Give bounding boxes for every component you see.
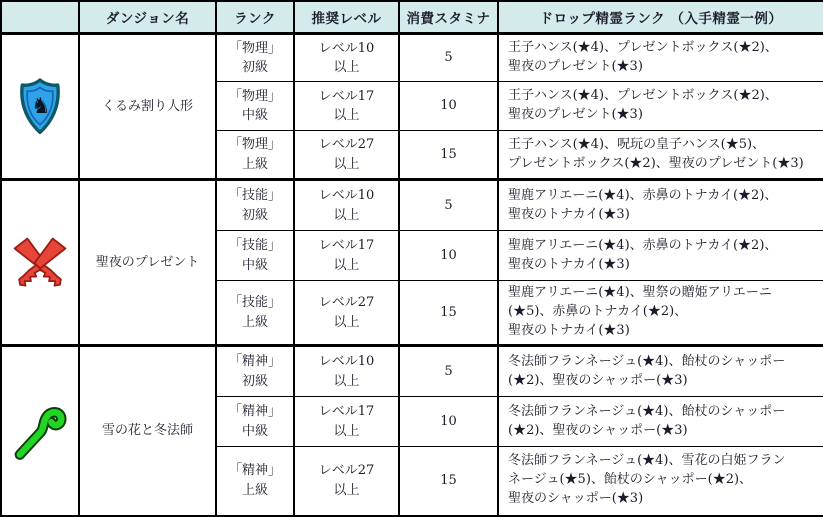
stamina-cell: 5: [399, 346, 498, 397]
header-stamina: 消費スタミナ: [399, 1, 498, 34]
rank-tier: 初級: [241, 373, 268, 389]
cane-icon: [2, 397, 78, 465]
drop-line: (★5)、赤鼻のトナカイ(★2)、: [508, 304, 688, 320]
rank-tier: 中級: [241, 423, 268, 439]
level-value: レベル17: [318, 238, 375, 253]
level-cell: [294, 34, 399, 82]
drop-line: 聖夜のトナカイ(★3): [508, 206, 630, 222]
dungeon-icon-cell: [1, 346, 79, 516]
header-dungeon: ダンジョン名: [79, 1, 216, 34]
level-suffix: 以上: [333, 373, 360, 389]
level-value: レベル10: [318, 354, 375, 369]
drop-line: 聖鹿アリエーニ(★4)、聖祭の贈姫アリエーニ: [508, 285, 772, 301]
drop-line: 冬法師フランネージュ(★4)、飴杖のシャッポー: [508, 403, 786, 419]
level-cell: [294, 231, 399, 281]
rank-cell: [216, 131, 294, 180]
dungeon-icon-cell: [1, 34, 79, 180]
level-suffix: 以上: [333, 257, 360, 273]
rank-tier: 初級: [241, 207, 268, 223]
drop-line: 聖夜のトナカイ(★3): [508, 322, 630, 338]
rank-cell: [216, 447, 294, 516]
stamina-cell: 10: [399, 231, 498, 281]
drop-line: 聖夜のシャッポー(★3): [508, 491, 644, 507]
level-suffix: 以上: [333, 423, 360, 439]
stamina-cell: 15: [399, 447, 498, 516]
rank-tier: 上級: [241, 482, 268, 498]
drop-line: 冬法師フランネージュ(★4)、飴杖のシャッポー: [508, 353, 786, 369]
rank-cell: [216, 180, 294, 231]
rank-cell: [216, 346, 294, 397]
drop-line: 聖鹿アリエーニ(★4)、赤鼻のトナカイ(★2)、: [508, 187, 778, 203]
drop-cell: [498, 82, 823, 131]
rank-tier: 上級: [241, 314, 268, 330]
rank-cell: [216, 397, 294, 447]
drop-line: 聖鹿アリエーニ(★4)、赤鼻のトナカイ(★2)、: [508, 237, 778, 253]
drop-line: ネージュ(★5)、飴杖のシャッポー(★2)、: [508, 472, 753, 488]
rank-type: 「物理」: [228, 88, 281, 104]
level-cell: [294, 180, 399, 231]
stamina-cell: 5: [399, 34, 498, 82]
rank-tier: 中級: [241, 108, 268, 123]
drop-cell: [498, 180, 823, 231]
level-suffix: 以上: [333, 108, 360, 123]
rank-cell: [216, 281, 294, 346]
drop-line: (★2)、聖夜のシャッポー(★3): [508, 422, 688, 438]
drop-line: 聖夜のプレゼント(★3): [508, 59, 643, 74]
dungeon-name-cell: くるみ割り人形: [79, 34, 216, 180]
drop-cell: [498, 231, 823, 281]
level-value: レベル27: [318, 295, 375, 310]
level-value: レベル17: [318, 88, 375, 104]
drop-line: 冬法師フランネージュ(★4)、雪花の白姫フラン: [508, 453, 786, 469]
rank-type: 「技能」: [228, 188, 281, 203]
rank-cell: [216, 82, 294, 131]
drop-cell: [498, 346, 823, 397]
drop-line: 聖夜のプレゼント(★3): [508, 107, 643, 122]
dungeon-name-cell: 雪の花と冬法師: [79, 346, 216, 516]
rank-cell: [216, 34, 294, 82]
drop-cell: [498, 397, 823, 447]
drop-cell: [498, 131, 823, 180]
drop-line: 王子ハンス(★4)、呪玩の皇子ハンス(★5)、: [508, 136, 766, 152]
drop-line: (★2)、聖夜のシャッポー(★3): [508, 372, 688, 388]
rank-tier: 初級: [241, 60, 268, 75]
level-cell: [294, 131, 399, 180]
level-value: レベル10: [318, 40, 375, 56]
level-cell: [294, 447, 399, 516]
level-suffix: 以上: [333, 156, 360, 172]
rank-type: 「精神」: [228, 404, 281, 419]
level-cell: [294, 82, 399, 131]
level-value: レベル17: [318, 404, 375, 419]
header-icon-spacer: [1, 1, 79, 34]
level-suffix: 以上: [333, 482, 360, 498]
drop-cell: [498, 281, 823, 346]
rank-tier: 中級: [241, 257, 268, 273]
level-cell: [294, 397, 399, 447]
level-value: レベル27: [318, 137, 375, 152]
header-row: [1, 1, 823, 34]
level-cell: [294, 346, 399, 397]
rank-type: 「精神」: [228, 463, 281, 479]
shield-icon: [2, 76, 78, 138]
stamina-cell: 5: [399, 180, 498, 231]
table-row: [1, 346, 823, 397]
drop-cell: [498, 34, 823, 82]
stamina-cell: 10: [399, 397, 498, 447]
stamina-cell: 10: [399, 82, 498, 131]
rank-cell: [216, 231, 294, 281]
svg-text:♞: ♞: [31, 93, 51, 119]
crossed-swords-icon: [2, 235, 78, 291]
table-row: [1, 34, 823, 82]
rank-type: 「精神」: [228, 354, 281, 369]
level-cell: [294, 281, 399, 346]
header-drop: ドロップ精霊ランク （入手精霊一例）: [498, 1, 823, 34]
rank-type: 「技能」: [228, 238, 281, 253]
level-suffix: 以上: [333, 60, 360, 75]
header-rank: ランク: [216, 1, 294, 34]
rank-type: 「物理」: [228, 137, 281, 152]
dungeon-icon-cell: [1, 180, 79, 346]
table-row: [1, 180, 823, 231]
rank-tier: 上級: [241, 156, 268, 172]
rank-type: 「物理」: [228, 40, 281, 56]
level-suffix: 以上: [333, 314, 360, 330]
drop-line: 聖夜のトナカイ(★3): [508, 256, 630, 272]
level-value: レベル10: [318, 188, 375, 203]
stamina-cell: 15: [399, 281, 498, 346]
stamina-cell: 15: [399, 131, 498, 180]
header-level: 推奨レベル: [294, 1, 399, 34]
drop-cell: [498, 447, 823, 516]
drop-line: プレゼントボックス(★2)、聖夜のプレゼント(★3): [508, 155, 804, 171]
dungeon-name-cell: 聖夜のプレゼント: [79, 180, 216, 346]
drop-line: 王子ハンス(★4)、プレゼントボックス(★2)、: [508, 88, 778, 104]
level-value: レベル27: [318, 463, 375, 479]
level-suffix: 以上: [333, 207, 360, 223]
drop-line: 王子ハンス(★4)、プレゼントボックス(★2)、: [508, 40, 778, 56]
rank-type: 「技能」: [228, 295, 281, 310]
